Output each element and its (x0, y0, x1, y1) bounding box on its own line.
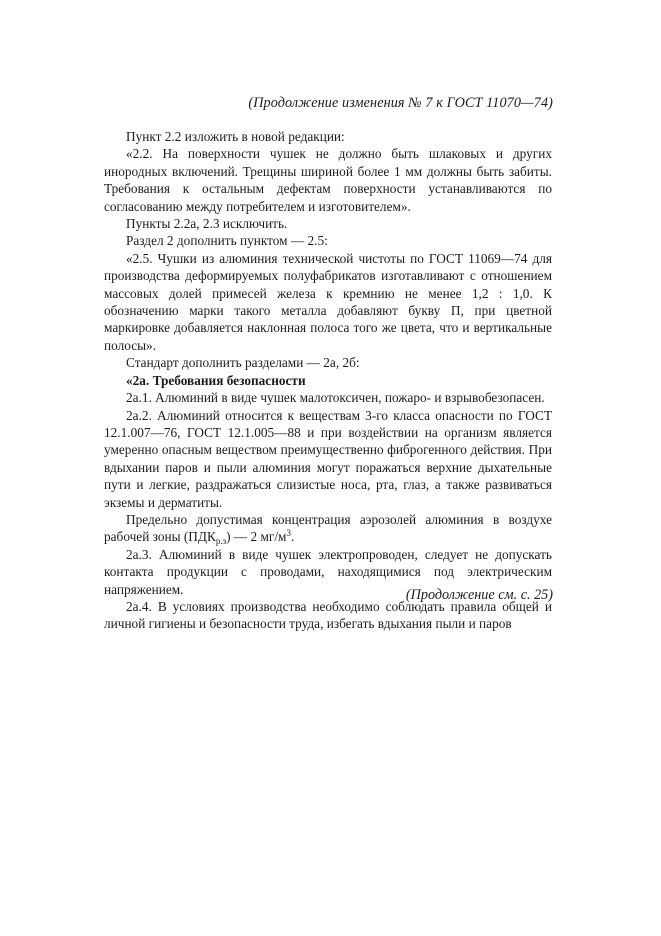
document-body (104, 128, 552, 633)
continuation-footer: (Продолжение см. с. 25) (405, 587, 553, 603)
paragraph-pdk (104, 511, 552, 546)
pdk-subscript: р.з (215, 536, 227, 547)
section-heading-safety: «2а. Требования безопасности (126, 372, 306, 388)
paragraph-exclude: Пункты 2.2а, 2.3 исключить. (126, 216, 288, 232)
pdk-text-middle: ) — 2 мг/м (226, 529, 287, 545)
paragraph-add-sections: Стандарт дополнить разделами — 2а, 2б: (126, 355, 360, 371)
paragraph-clause-2-5: «2.5. Чушки из алюминия технической чистоты по ГОСТ 11069—74 для производства деформируемых полуфабрикатов изготавливают с отношением массовых долей примесей железа к кремнию не менее 1,2 : 1,0. К обозначению марки такого металла добавляют букву П, при цветной маркировке добавляется наклонная полоса того же цвета, что и вертикальные полосы». (104, 250, 552, 353)
paragraph-2a-2: 2а.2. Алюминий относится к веществам 3-го класса опасности по ГОСТ 12.1.007—76, ГОСТ 12.1.005—88 и при воздействии на организм является умеренно опасным веществом преимущественно фиброгенного действия. При вдыхании паров и пыли алюминия могут поражаться верхние дыхательные пути и легкие, раздражаться слизистые носа, рта, глаз, а также развиваться экземы и дерматиты. (104, 407, 552, 510)
paragraph-2a-3: 2а.3. Алюминий в виде чушек электропроводен, следует не допускать контакта продукции с проводами, находящимися под электрическим напряжением. (104, 546, 552, 597)
paragraph-add-2-5: Раздел 2 дополнить пунктом — 2.5: (126, 233, 328, 249)
continuation-header: (Продолжение изменения № 7 к ГОСТ 11070—74) (248, 95, 553, 111)
paragraph-clause-2-2: «2.2. На поверхности чушек не должно быть шлаковых и других инородных включений. Трещины шириной более 1 мм должны быть забиты. Требования к остальным дефектам поверхности устанавливаются по согласованию между потребителем и изготовителем». (104, 146, 552, 214)
pdk-text-after: . (290, 529, 295, 545)
paragraph-2a-4: 2а.4. В условиях производства необходимо соблюдать правила общей и личной гигиены и безопасности труда, избегать вдыхания пыли и паров (104, 598, 552, 632)
paragraph-instruction-2-2: Пункт 2.2 изложить в новой редакции: (126, 129, 345, 144)
pdk-text-before: Предельно допустимая концентрация аэрозолей алюминия в воздухе рабочей зоны (ПДК (104, 511, 552, 545)
paragraph-2a-1: 2а.1. Алюминий в виде чушек малотоксичен, пожаро- и взрывобезопасен. (126, 390, 545, 406)
pdk-superscript: 3 (286, 528, 291, 539)
